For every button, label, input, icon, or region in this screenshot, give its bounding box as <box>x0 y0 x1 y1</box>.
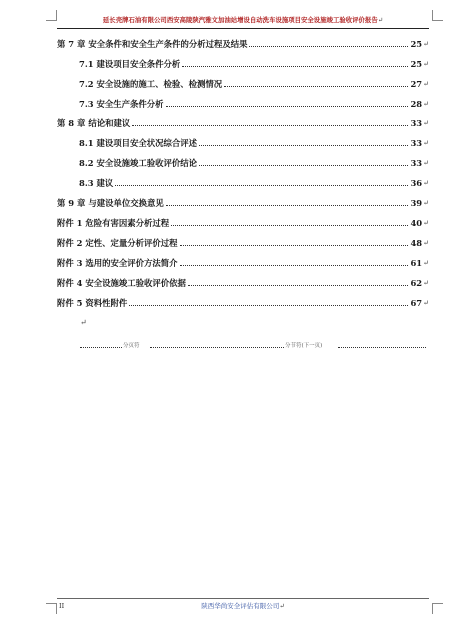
toc-entry-title: 第 7 章 安全条件和安全生产条件的分析过程及结果 <box>57 39 248 49</box>
empty-paragraph-mark: ↵ <box>80 318 87 327</box>
toc-dot-leader <box>224 85 408 87</box>
paragraph-mark: ↵ <box>423 279 429 287</box>
toc-page-number: 28 <box>410 99 423 109</box>
page-break-line-left <box>80 347 122 348</box>
toc-page-number: 62 <box>410 278 423 288</box>
crop-mark-top-right <box>432 10 443 21</box>
toc-page-number: 33 <box>410 118 423 128</box>
toc-entry-title: 7.3 安全生产条件分析 <box>79 99 164 109</box>
toc-entry[interactable] <box>57 235 429 249</box>
toc-page-number: 39 <box>410 198 423 208</box>
toc-entry[interactable] <box>57 195 429 209</box>
toc-dot-leader <box>180 264 409 266</box>
paragraph-mark: ↵ <box>423 40 429 48</box>
crop-mark-bottom-left <box>46 603 57 614</box>
crop-mark-bottom-right <box>432 603 443 614</box>
toc-dot-leader <box>129 304 408 306</box>
toc-dot-leader <box>166 105 409 107</box>
toc-dot-leader <box>115 184 408 186</box>
section-break-line-right <box>338 347 426 348</box>
toc-page-number: 40 <box>410 218 423 228</box>
paragraph-mark: ↵ <box>423 139 429 147</box>
toc-entry-title: 第 8 章 结论和建议 <box>57 118 131 128</box>
toc-page-number: 61 <box>410 258 423 268</box>
toc-entry[interactable] <box>57 56 429 70</box>
toc-entry[interactable] <box>57 115 429 129</box>
toc-dot-leader <box>199 144 408 146</box>
paragraph-mark: ↵ <box>423 159 429 167</box>
toc-dot-leader <box>199 164 408 166</box>
page-footer <box>57 598 429 611</box>
toc-entry[interactable] <box>57 155 429 169</box>
toc-entry-title: 7.2 安全设施的施工、检验、检测情况 <box>79 79 223 89</box>
toc-entry-title: 第 9 章 与建设单位交换意见 <box>57 198 164 208</box>
footer-company: 陕西华尚安全评估有限公司 <box>201 602 280 610</box>
paragraph-mark: ↵ <box>423 199 429 207</box>
toc-dot-leader <box>166 204 409 206</box>
paragraph-mark: ↵ <box>423 179 429 187</box>
page-header <box>57 12 429 29</box>
paragraph-mark: ↵ <box>423 60 429 68</box>
paragraph-mark: ↵ <box>423 259 429 267</box>
toc-page-number: 25 <box>410 39 423 49</box>
toc-entry[interactable] <box>57 175 429 189</box>
toc-dot-leader <box>249 45 408 47</box>
toc-dot-leader <box>188 284 409 286</box>
toc-page-number: 27 <box>410 79 423 89</box>
header-title: 延长壳牌石油有限公司西安高陵陕汽雅文加油站增设自动洗车设施项目安全设施竣工验收评价报告 <box>102 16 378 24</box>
toc-dot-leader <box>180 244 409 246</box>
toc-entry-title: 附件 5 资料性附件 <box>57 298 128 308</box>
toc-page-number: 33 <box>410 138 423 148</box>
toc-entry-title: 8.2 安全设施竣工验收评价结论 <box>79 158 197 168</box>
footer-page-number: II <box>59 602 65 610</box>
toc-entry-title: 8.3 建议 <box>79 178 114 188</box>
paragraph-mark: ↵ <box>423 80 429 88</box>
page-break-label: 分页符 <box>123 343 140 349</box>
toc-entry[interactable] <box>57 76 429 90</box>
toc-entry-title: 附件 1 危险有害因素分析过程 <box>57 218 170 228</box>
toc-page-number: 25 <box>410 59 423 69</box>
toc-entry-title: 附件 4 安全设施竣工验收评价依据 <box>57 278 186 288</box>
paragraph-mark: ↵ <box>423 119 429 127</box>
paragraph-mark: ↵ <box>423 239 429 247</box>
toc-entry[interactable] <box>57 295 429 309</box>
toc-page-number: 67 <box>410 298 423 308</box>
toc-entry[interactable] <box>57 96 429 110</box>
paragraph-mark: ↵ <box>423 299 429 307</box>
toc-dot-leader <box>171 224 408 226</box>
paragraph-mark: ↵ <box>377 16 384 24</box>
toc-entry-title: 7.1 建设项目安全条件分析 <box>79 59 181 69</box>
toc-entry-title: 附件 3 选用的安全评价方法简介 <box>57 258 178 268</box>
footer-paragraph-mark: ↵ <box>279 602 285 610</box>
toc-entry[interactable] <box>57 275 429 289</box>
toc-entry[interactable] <box>57 36 429 50</box>
toc-entry[interactable] <box>57 135 429 149</box>
toc-page-number: 48 <box>410 238 423 248</box>
paragraph-mark: ↵ <box>423 100 429 108</box>
page-break-line-mid <box>150 347 284 348</box>
toc-entry[interactable] <box>57 215 429 229</box>
toc-dot-leader <box>182 65 408 67</box>
crop-mark-top-left <box>46 10 57 21</box>
toc-page-number: 33 <box>410 158 423 168</box>
toc-entry-title: 8.1 建设项目安全状况综合评述 <box>79 138 197 148</box>
section-break <box>80 341 426 351</box>
paragraph-mark: ↵ <box>423 219 429 227</box>
toc-page-number: 36 <box>410 178 423 188</box>
toc-dot-leader <box>132 124 408 126</box>
section-break-label: 分节符(下一页) <box>285 343 323 349</box>
toc-entry[interactable] <box>57 255 429 269</box>
toc-entry-title: 附件 2 定性、定量分析评价过程 <box>57 238 178 248</box>
